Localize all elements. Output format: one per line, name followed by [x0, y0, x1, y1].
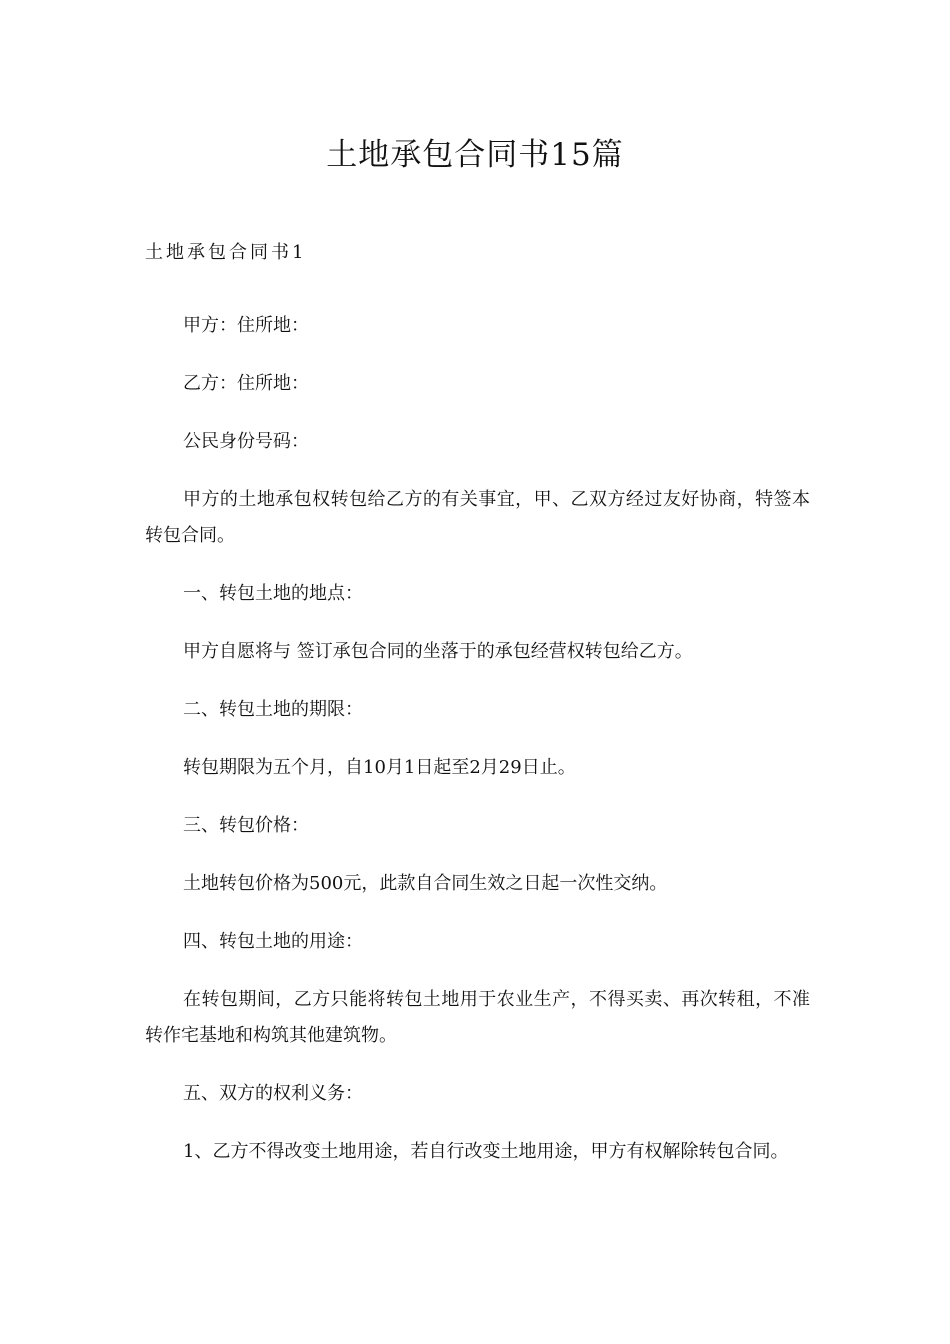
- clause-3-heading: 三、转包价格：: [183, 815, 309, 836]
- preamble-paragraph: 甲方的土地承包权转包给乙方的有关事宜，甲、乙双方经过友好协商，特签本转包合同。: [145, 489, 810, 546]
- clause-5-item-1: 1、乙方不得改变土地用途，若自行改变土地用途，甲方有权解除转包合同。: [183, 1141, 789, 1162]
- document-body: [145, 308, 810, 1170]
- clause-1-heading: 一、转包土地的地点：: [183, 583, 363, 604]
- clause-4-text: 在转包期间，乙方只能将转包土地用于农业生产，不得买卖、再次转租，不准转作宅基地和构筑其他建筑物。: [145, 989, 810, 1046]
- document-title: 土地承包合同书15篇: [326, 137, 624, 173]
- party-b-line: 乙方：住所地：: [183, 373, 309, 394]
- party-a-line: 甲方：住所地：: [183, 315, 309, 336]
- section-heading: 土地承包合同书1: [145, 242, 307, 263]
- clause-2-text: 转包期限为五个月，自10月1日起至2月29日止。: [183, 757, 576, 778]
- clause-5-heading: 五、双方的权利义务：: [183, 1083, 363, 1104]
- clause-4-heading: 四、转包土地的用途：: [183, 931, 363, 952]
- clause-3-text: 土地转包价格为500元，此款自合同生效之日起一次性交纳。: [183, 873, 668, 894]
- clause-2-heading: 二、转包土地的期限：: [183, 699, 363, 720]
- clause-1-text: 甲方自愿将与 签订承包合同的坐落于的承包经营权转包给乙方。: [183, 641, 693, 662]
- id-number-line: 公民身份号码：: [183, 431, 309, 452]
